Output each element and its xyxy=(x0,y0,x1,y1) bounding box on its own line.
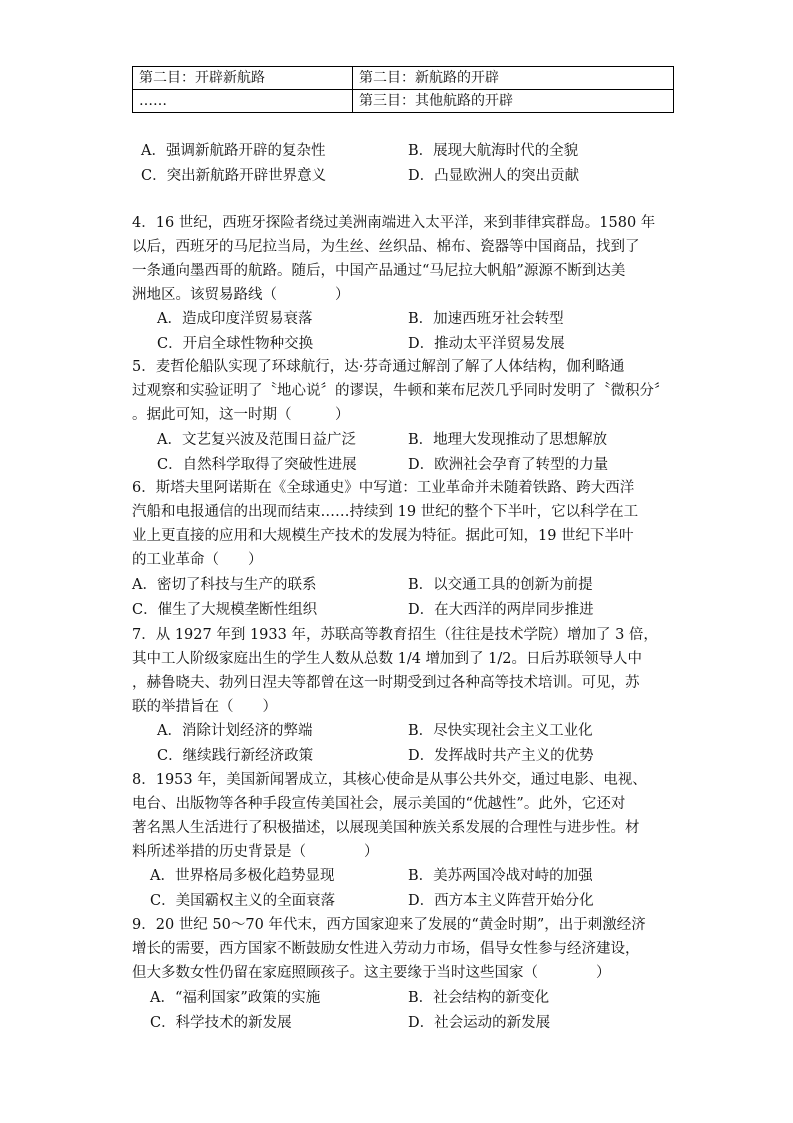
table-row xyxy=(133,90,674,113)
option-b[interactable]: B．以交通工具的创新为前提 xyxy=(408,577,593,593)
stem-line: 6．斯塔夫里阿诺斯在《全球通史》中写道：工业革命并未随着铁路、跨大西洋 xyxy=(132,480,635,496)
stem-line: 业上更直接的应用和大规模生产技术的发展为特征。据此可知，19 世纪下半叶 xyxy=(132,528,634,544)
question-5-stem xyxy=(132,355,674,427)
option-b[interactable]: B．尽快实现社会主义工业化 xyxy=(408,723,593,739)
option-c[interactable]: C．催生了大规模垄断性组织 xyxy=(132,602,318,618)
stem-line: 。据此可知，这一时期（ ） xyxy=(132,407,350,423)
stem-line: 9．20 世纪 50～70 年代末，西方国家迎来了发展的“黄金时期”，出于刺激经济 xyxy=(132,917,646,933)
option-d[interactable]: D．欧洲社会孕育了转型的力量 xyxy=(408,457,609,473)
q9-options xyxy=(0,986,793,1036)
table-cell: 第二目：新航路的开辟 xyxy=(353,67,674,90)
option-a[interactable]: A．密切了科技与生产的联系 xyxy=(132,577,317,593)
option-a[interactable]: A．造成印度洋贸易衰落 xyxy=(157,311,313,327)
stem-line: 8．1953 年，美国新闻署成立，其核心使命是从事公共外交，通过电影、电视、 xyxy=(132,772,647,788)
stem-line: 过观察和实验证明了〝地心说〞的谬误，牛顿和莱布尼茨几乎同时发明了〝微积分〞 xyxy=(132,383,669,399)
q4-options xyxy=(0,307,793,357)
question-6-stem xyxy=(132,476,674,572)
q7-options xyxy=(0,719,793,769)
stem-line: 5．麦哲伦船队实现了环球航行，达·芬奇通过解剖了解了人体结构，伽利略通 xyxy=(132,359,625,375)
option-c[interactable]: C．继续践行新经济政策 xyxy=(157,748,314,764)
option-d[interactable]: D．社会运动的新发展 xyxy=(408,1015,551,1031)
stem-line: 其中工人阶级家庭出生的学生人数从总数 1/4 增加到了 1/2。日后苏联领导人中 xyxy=(132,651,642,667)
option-d[interactable]: D．西方本主义阵营开始分化 xyxy=(408,893,594,909)
question-8-stem xyxy=(132,768,674,864)
option-d[interactable]: D．推动太平洋贸易发展 xyxy=(408,336,565,352)
option-a[interactable]: A．“福利国家”政策的实施 xyxy=(150,990,321,1006)
option-a[interactable]: A．世界格局多极化趋势显现 xyxy=(150,868,335,884)
question-4-stem xyxy=(132,211,674,307)
option-d[interactable]: D．发挥战时共产主义的优势 xyxy=(408,748,594,764)
option-a[interactable]: A．文艺复兴波及范围日益广泛 xyxy=(157,432,356,448)
q6-options xyxy=(0,573,793,623)
stem-line: 但大多数女性仍留在家庭照顾孩子。这主要缘于当时这些国家（ ） xyxy=(132,965,611,981)
stem-line: 4．16 世纪，西班牙探险者绕过美洲南端进入太平洋，来到菲律宾群岛。1580 年 xyxy=(132,215,656,231)
stem-line: 联的举措旨在（ ） xyxy=(132,699,277,715)
option-b[interactable]: B．加速西班牙社会转型 xyxy=(408,311,564,327)
stem-line: 著名黑人生活进行了积极描述，以展现美国种族关系发展的合理性与进步性。材 xyxy=(132,820,640,836)
question-9-stem xyxy=(132,913,674,985)
stem-line: 洲地区。该贸易路线（ ） xyxy=(132,287,350,303)
option-a[interactable]: A．强调新航路开辟的复杂性 xyxy=(141,143,326,159)
stem-line: 的工业革命（ ） xyxy=(132,552,263,568)
outline-table xyxy=(132,66,674,113)
stem-line: 汽船和电报通信的出现而结束……持续到 19 世纪的整个下半叶，它以科学在工 xyxy=(132,504,639,520)
table-cell: 第三目：其他航路的开辟 xyxy=(353,90,674,113)
option-c[interactable]: C．美国霸权主义的全面衰落 xyxy=(150,893,336,909)
stem-line: ，赫鲁晓夫、勃列日涅夫等都曾在这一时期受到过各种高等技术培训。可见，苏 xyxy=(132,675,640,691)
stem-line: 以后，西班牙的马尼拉当局，为生丝、丝织品、棉布、瓷器等中国商品，找到了 xyxy=(132,239,640,255)
option-c[interactable]: C．突出新航路开辟世界意义 xyxy=(141,168,327,184)
stem-line: 电台、出版物等各种手段宣传美国社会，展示美国的“优越性”。此外，它还对 xyxy=(132,796,626,812)
option-c[interactable]: C．开启全球性物种交换 xyxy=(157,336,314,352)
stem-line: 增长的需要，西方国家不断鼓励女性进入劳动力市场，倡导女性参与经济建设， xyxy=(132,941,640,957)
option-d[interactable]: D．凸显欧洲人的突出贡献 xyxy=(408,168,580,184)
option-b[interactable]: B．社会结构的新变化 xyxy=(408,990,550,1006)
table-row xyxy=(133,67,674,90)
stem-line: 料所述举措的历史背景是（ ） xyxy=(132,844,379,860)
q5-options xyxy=(0,428,793,478)
option-c[interactable]: C．科学技术的新发展 xyxy=(150,1015,292,1031)
table-cell: …… xyxy=(133,90,353,113)
stem-line: 7．从 1927 年到 1933 年，苏联高等教育招生（往往是技术学院）增加了 3 倍， xyxy=(132,627,658,643)
stem-line: 一条通向墨西哥的航路。随后，中国产品通过“马尼拉大帆船”源源不断到达美 xyxy=(132,263,626,279)
option-a[interactable]: A．消除计划经济的弊端 xyxy=(157,723,313,739)
option-c[interactable]: C．自然科学取得了突破性进展 xyxy=(157,457,357,473)
question-7-stem xyxy=(132,623,674,719)
q3-options xyxy=(0,139,793,189)
option-b[interactable]: B．地理大发现推动了思想解放 xyxy=(408,432,608,448)
option-b[interactable]: B．展现大航海时代的全貌 xyxy=(408,143,579,159)
table-cell: 第二目：开辟新航路 xyxy=(133,67,353,90)
option-d[interactable]: D．在大西洋的两岸同步推进 xyxy=(408,602,594,618)
q8-options xyxy=(0,864,793,914)
option-b[interactable]: B．美苏两国冷战对峙的加强 xyxy=(408,868,593,884)
